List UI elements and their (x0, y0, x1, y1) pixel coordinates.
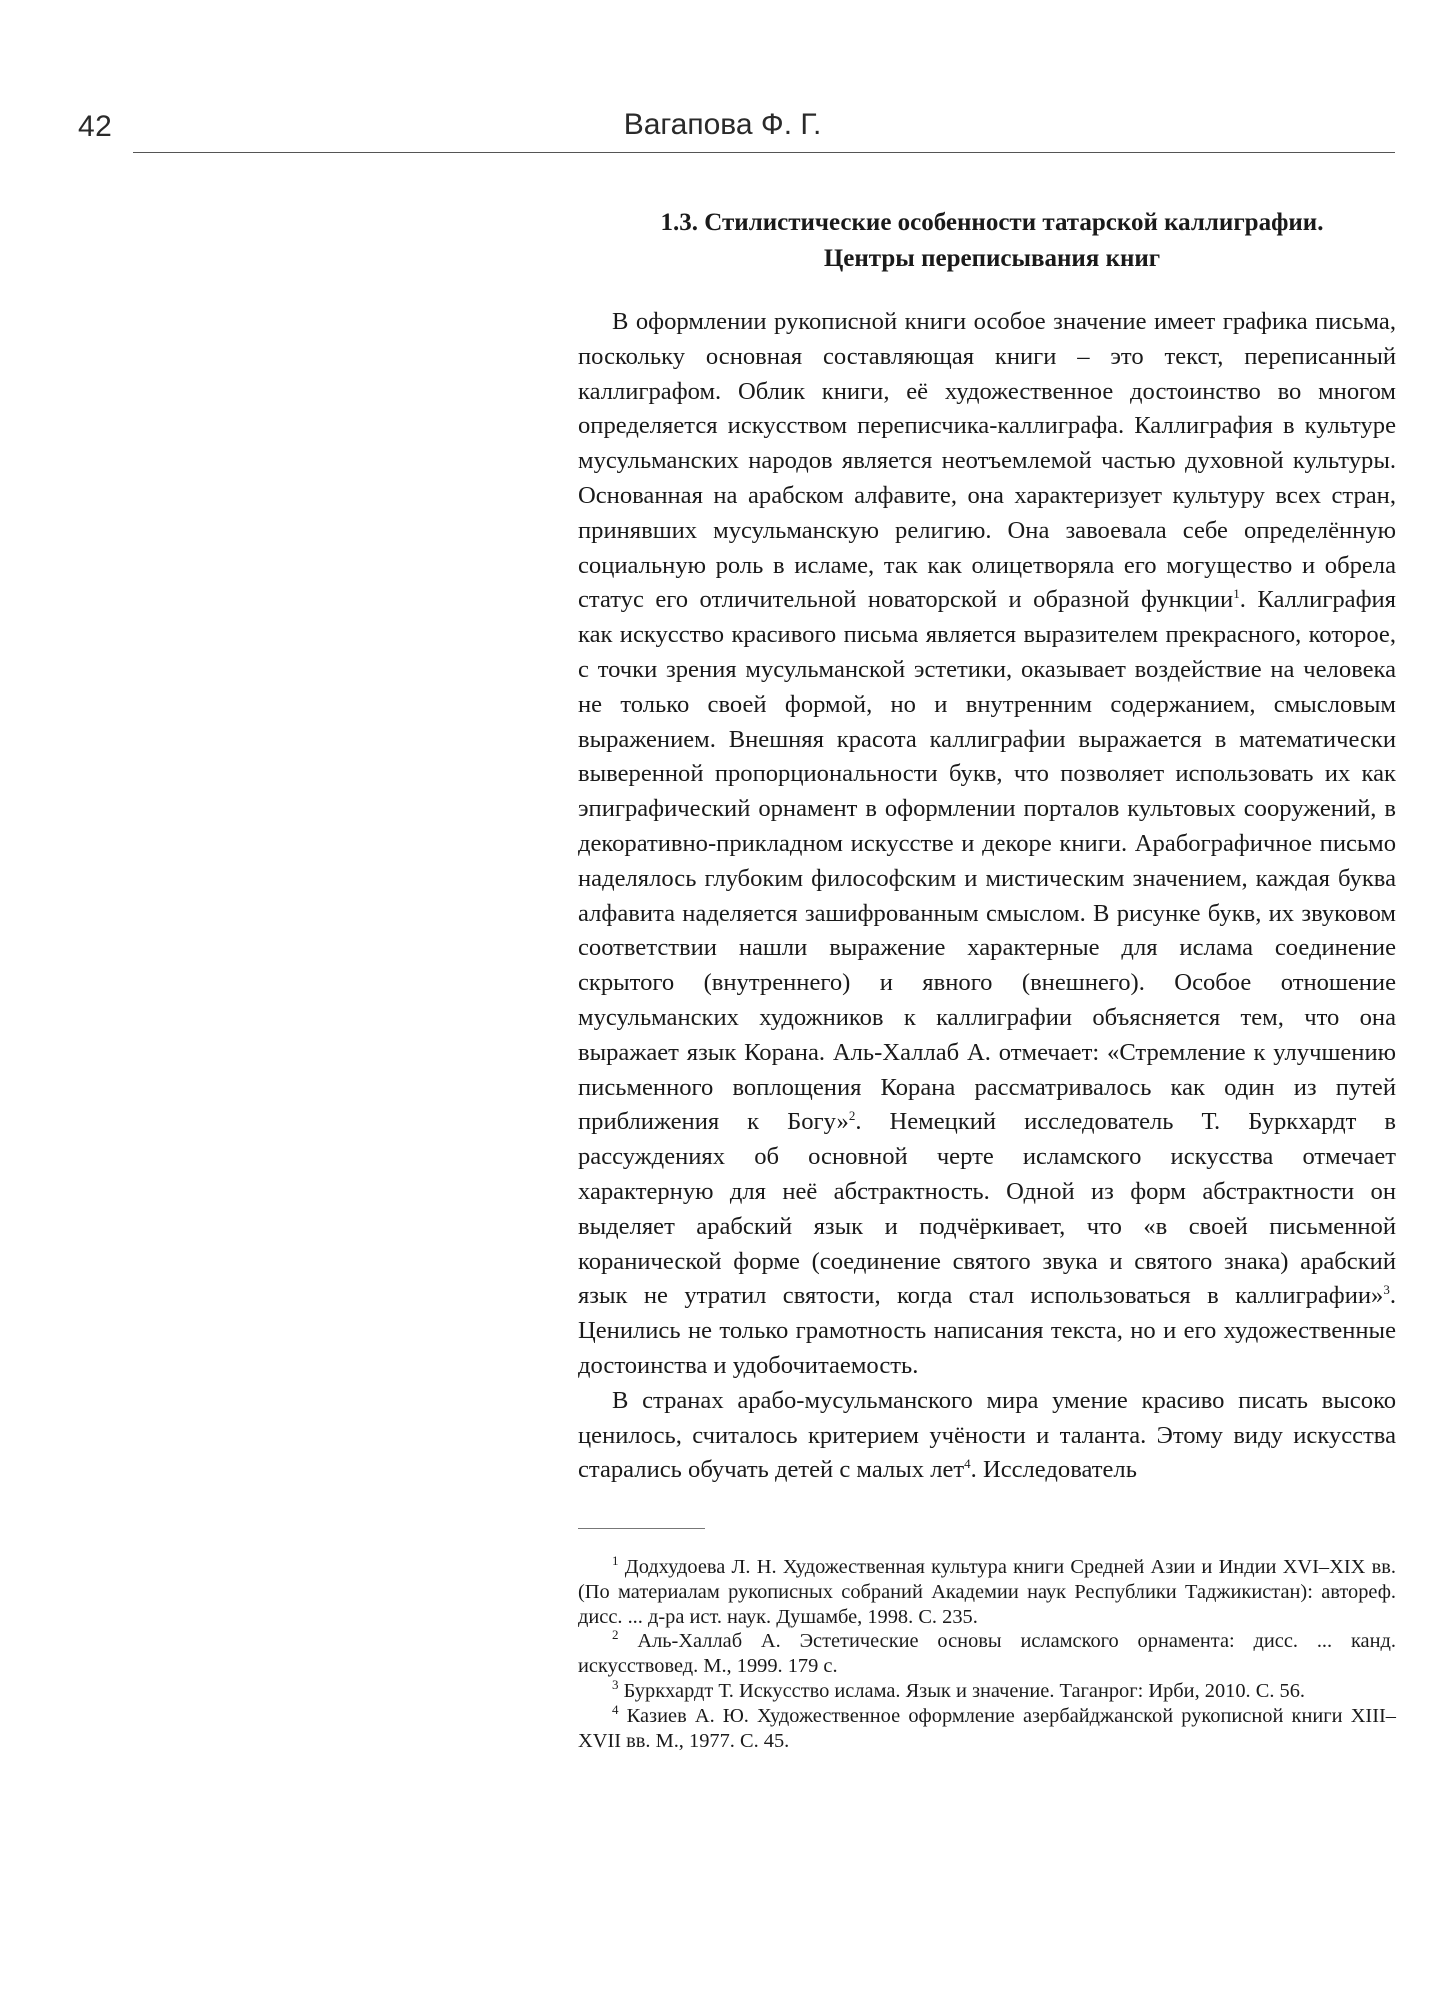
text-run: В оформлении рукописной книги особое значение имеет графика письма, поскольку основная составляющая книги – это текст, переписанный каллиграфом. Облик книги, её художественное достоинство во многом определяется искусством переписчика-каллиграфа. Каллиграфия в культуре мусульманских народов является неотъемлемой частью духовной культуры. Основанная на арабском алфавите, она характеризует культуру всех стран, принявших мусульманскую религию. Она завоевала себе определённую социальную роль в исламе, так как олицетворяла его могущество и обрела статус его отличительной новаторской и образной функции (578, 308, 1396, 614)
footnote-ref: 1 (1233, 586, 1240, 602)
text-run: . Немецкий исследователь Т. Буркхардт в рассуждениях об основной черте исламского искусства отмечает характерную для неё абстрактность. Одной из форм абстрактности он выделяет арабский язык и подчёркивает, что «в своей письменной коранической форме (соединение святого звука и святого знака) арабский язык не утратил святости, когда стал использоваться в каллиграфии» (578, 1108, 1396, 1310)
footnote-text: Казиев А. Ю. Художественное оформление азербайджанской рукописной книги XIII–XVII вв. М., 1977. С. 45. (578, 1704, 1396, 1752)
section-title (578, 205, 1396, 277)
footnote-mark: 1 (612, 1553, 619, 1569)
footnote-text: Аль-Халлаб А. Эстетические основы исламского орнамента: дисс. ... канд. искусствовед. М., 1999. 179 с. (578, 1630, 1396, 1678)
page-number: 42 (78, 110, 113, 143)
paragraph (578, 1384, 1396, 1488)
footnote-ref: 2 (848, 1108, 856, 1124)
footnote-separator (578, 1528, 705, 1529)
footnote-mark: 3 (612, 1677, 619, 1693)
footnote-mark: 2 (612, 1627, 619, 1643)
footnote-ref: 3 (1383, 1282, 1390, 1298)
text-run: . Каллиграфия как искусство красивого письма является выразителем прекрасного, которое, с точки зрения мусульманской эстетики, оказывает воздействие на человека не только своей формой, но и внутренним содержанием, смысловым выражением. Внешняя красота каллиграфии выражается в математически выверенной пропорциональности букв, что позволяет использовать их как эпиграфический орнамент в оформлении порталов культовых сооружений, в декоративно-прикладном искусстве и декоре книги. Арабографичное письмо наделялось глубоким философским и мистическим значением, каждая буква алфавита наделяется зашифрованным смыслом. В рисунке букв, их звуковом соответствии нашли выражение характерные для ислама соединение скрытого (внутреннего) и явного (внешнего). Особое отношение мусульманских художников к каллиграфии объясняется тем, что она выражает язык Корана. Аль-Халлаб А. отмечает: «Стремление к улучшению письменного воплощения Корана рассматривалось как один из путей приближения к Богу» (578, 586, 1396, 1136)
footnote (578, 1629, 1396, 1679)
text-run: . Исследователь (970, 1456, 1137, 1484)
text-run: . Ценились не только грамотность написания текста, но и его художественные достоинства и удобочитаемость. (578, 1282, 1396, 1379)
footnote (578, 1704, 1396, 1754)
text-run: В странах арабо-мусульманского мира умение красиво писать высоко ценилось, считалось критерием учёности и таланта. Этому виду искусства старались обучать детей с малых лет (578, 1386, 1396, 1484)
footnote-ref: 4 (964, 1456, 971, 1472)
footnote (578, 1679, 1396, 1704)
text-column (578, 205, 1396, 1753)
footnote-text: Буркхардт Т. Искусство ислама. Язык и значение. Таганрог: Ирби, 2010. С. 56. (623, 1680, 1306, 1703)
paragraph (578, 305, 1396, 1384)
footnote-mark: 4 (612, 1702, 619, 1718)
running-head: Вагапова Ф. Г. (623, 108, 822, 141)
footnotes (578, 1555, 1396, 1753)
body-text (578, 305, 1396, 1488)
section-title-line2: Центры переписывания книг (823, 245, 1161, 272)
footnote (578, 1555, 1396, 1629)
section-title-line1: 1.3. Стилистические особенности татарской каллиграфии. (660, 209, 1324, 236)
header-rule (133, 152, 1395, 153)
footnote-text: Додхудоева Л. Н. Художественная культура книги Средней Азии и Индии XVI–XIX вв. (По материалам рукописных собраний Академии наук Республики Таджикистан): автореф. дисс. ... д-ра ист. наук. Душамбе, 1998. С. 235. (578, 1556, 1396, 1628)
